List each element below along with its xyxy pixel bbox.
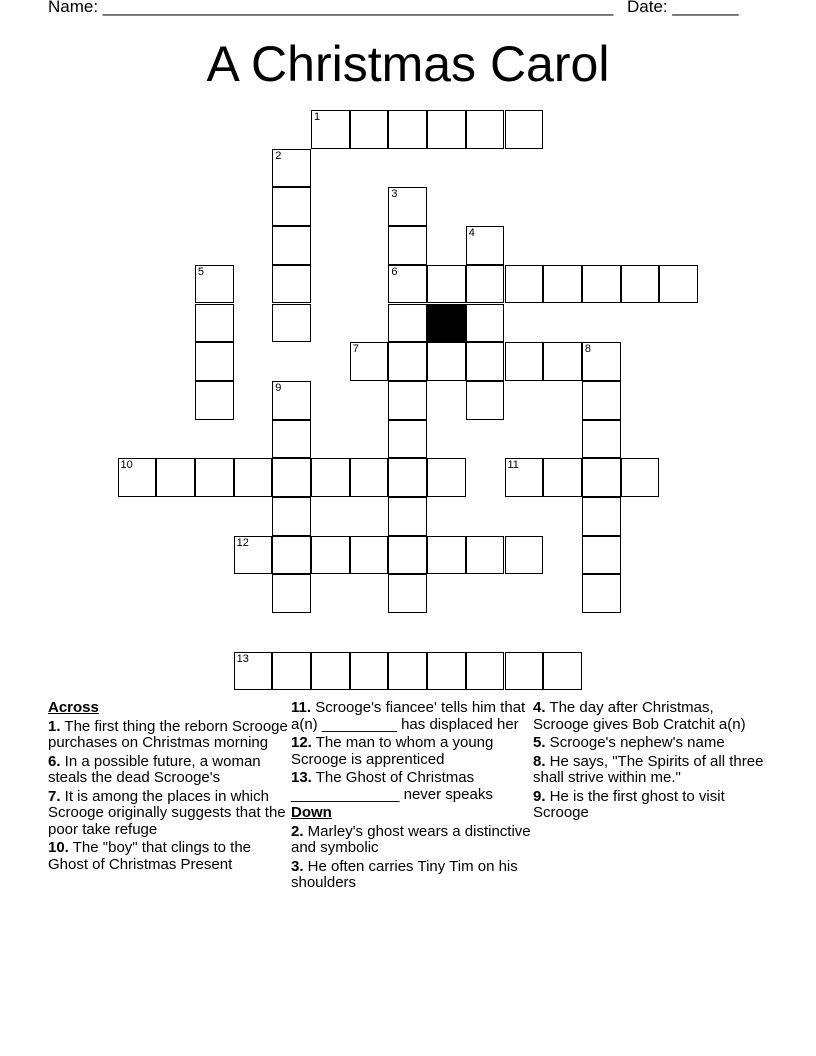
crossword-cell[interactable] xyxy=(272,497,311,536)
crossword-cell[interactable] xyxy=(350,342,389,381)
crossword-cell[interactable] xyxy=(582,458,621,497)
crossword-cell[interactable] xyxy=(195,458,234,497)
clue-across-1: 1. The first thing the reborn Scrooge purchases on Christmas morning xyxy=(48,717,288,751)
crossword-cell[interactable] xyxy=(272,187,311,226)
cell-number: 8 xyxy=(584,343,592,356)
clue-down-9: 9. He is the first ghost to visit Scrooge xyxy=(533,787,725,821)
crossword-cell[interactable] xyxy=(272,536,311,575)
crossword-cell[interactable] xyxy=(388,497,427,536)
crossword-cell[interactable] xyxy=(543,458,582,497)
clue-across-10: 10. The "boy" that clings to the Ghost of Christmas Present xyxy=(48,839,252,873)
crossword-cell[interactable] xyxy=(505,536,544,575)
crossword-cell[interactable] xyxy=(582,342,621,381)
crossword-cell[interactable] xyxy=(272,226,311,265)
crossword-cell[interactable] xyxy=(156,458,195,497)
crossword-cell[interactable] xyxy=(272,265,311,304)
crossword-cell[interactable] xyxy=(272,381,311,420)
crossword-cell[interactable] xyxy=(505,342,544,381)
crossword-cell[interactable] xyxy=(311,652,350,691)
crossword-cell[interactable] xyxy=(272,420,311,459)
date-field-label: Date: _______ xyxy=(627,0,739,16)
crossword-cell[interactable] xyxy=(388,265,427,304)
crossword-cell[interactable] xyxy=(466,536,505,575)
crossword-cell[interactable] xyxy=(582,265,621,304)
crossword-cell[interactable] xyxy=(582,497,621,536)
cell-number: 7 xyxy=(352,343,359,356)
crossword-cell[interactable] xyxy=(543,652,582,691)
clues-column-3 xyxy=(533,700,773,824)
cell-number: 12 xyxy=(236,536,249,549)
cell-number: 10 xyxy=(120,459,133,472)
across-heading: Across xyxy=(48,699,99,716)
clue-down-2: 2. Marley's ghost wears a distinctive and symbolic xyxy=(291,822,531,856)
crossword-cell[interactable] xyxy=(388,187,427,226)
cell-number: 2 xyxy=(275,149,282,162)
crossword-cell[interactable] xyxy=(272,652,311,691)
crossword-cell[interactable] xyxy=(388,420,427,459)
cell-number: 5 xyxy=(197,265,205,278)
crossword-cell[interactable] xyxy=(388,381,427,420)
crossword-cell[interactable] xyxy=(350,458,389,497)
crossword-cell[interactable] xyxy=(195,304,234,343)
crossword-cell[interactable] xyxy=(466,110,505,149)
clue-across-6: 6. In a possible future, a woman steals the dead Scrooge's xyxy=(48,752,261,786)
crossword-cell[interactable] xyxy=(388,536,427,575)
crossword-cell[interactable] xyxy=(272,304,311,343)
clue-down-5: 5. Scrooge's nephew's name xyxy=(533,734,725,751)
crossword-cell[interactable] xyxy=(659,265,698,304)
crossword-cell[interactable] xyxy=(582,381,621,420)
crossword-cell[interactable] xyxy=(388,110,427,149)
clues-column-1 xyxy=(48,700,288,875)
crossword-cell[interactable] xyxy=(543,342,582,381)
clue-down-4: 4. The day after Christmas, Scrooge gives Bob Cratchit a(n) xyxy=(533,699,746,733)
clues-column-2 xyxy=(291,700,531,894)
crossword-cell[interactable] xyxy=(582,420,621,459)
crossword-cell[interactable] xyxy=(427,652,466,691)
crossword-cell[interactable] xyxy=(466,265,505,304)
crossword-cell[interactable] xyxy=(195,381,234,420)
puzzle-title: A Christmas Carol xyxy=(206,36,610,92)
clue-across-12: 12. The man to whom a young Scrooge is apprenticed xyxy=(291,734,494,768)
crossword-cell[interactable] xyxy=(621,265,660,304)
crossword-cell[interactable] xyxy=(466,304,505,343)
crossword-cell[interactable] xyxy=(388,226,427,265)
crossword-cell[interactable] xyxy=(388,652,427,691)
crossword-cell[interactable] xyxy=(311,536,350,575)
crossword-cell[interactable] xyxy=(195,342,234,381)
clue-across-7: 7. It is among the places in which Scrooge originally suggests that the poor take refuge xyxy=(48,787,286,838)
crossword-cell[interactable] xyxy=(582,574,621,613)
clue-across-11: 11. Scrooge's fiancee' tells him that a(n) _________ has displaced her xyxy=(291,699,526,733)
crossword-cell[interactable] xyxy=(466,342,505,381)
crossword-cell[interactable] xyxy=(505,458,544,497)
crossword-cell[interactable] xyxy=(388,304,427,343)
crossword-cell[interactable] xyxy=(427,536,466,575)
crossword-cell[interactable] xyxy=(427,110,466,149)
crossword-cell[interactable] xyxy=(582,536,621,575)
clue-down-3: 3. He often carries Tiny Tim on his shoulders xyxy=(291,857,518,891)
cell-number: 9 xyxy=(275,381,282,394)
crossword-cell[interactable] xyxy=(195,265,234,304)
cell-number: 6 xyxy=(391,265,398,278)
cell-number: 3 xyxy=(391,188,398,201)
clue-down-8: 8. He says, "The Spirits of all three shall strive within me." xyxy=(533,752,764,786)
crossword-cell[interactable] xyxy=(466,652,505,691)
cell-number: 11 xyxy=(507,459,519,472)
crossword-cell[interactable] xyxy=(311,110,350,149)
crossword-cell[interactable] xyxy=(505,110,544,149)
crossword-cell[interactable] xyxy=(234,536,273,575)
crossword-cell[interactable] xyxy=(621,458,660,497)
crossword-cell[interactable] xyxy=(388,574,427,613)
crossword-cell[interactable] xyxy=(505,265,544,304)
crossword-cell[interactable] xyxy=(272,149,311,188)
crossword-cell[interactable] xyxy=(118,458,157,497)
cell-number: 1 xyxy=(314,111,321,123)
crossword-cell[interactable] xyxy=(505,652,544,691)
crossword-cell[interactable] xyxy=(234,458,273,497)
crossword-cell[interactable] xyxy=(427,265,466,304)
crossword-cell[interactable] xyxy=(350,652,389,691)
blocked-cell xyxy=(427,304,466,343)
crossword-cell[interactable] xyxy=(427,342,466,381)
cell-number: 4 xyxy=(468,227,475,240)
crossword-cell[interactable] xyxy=(234,652,273,691)
crossword-cell[interactable] xyxy=(388,458,427,497)
crossword-cell[interactable] xyxy=(466,381,505,420)
crossword-cell[interactable] xyxy=(350,110,389,149)
crossword-cell[interactable] xyxy=(311,458,350,497)
crossword-cell[interactable] xyxy=(272,458,311,497)
crossword-cell[interactable] xyxy=(388,342,427,381)
cell-number: 13 xyxy=(236,652,249,665)
crossword-cell[interactable] xyxy=(427,458,466,497)
crossword-cell[interactable] xyxy=(272,574,311,613)
down-heading: Down xyxy=(291,804,332,821)
crossword-cell[interactable] xyxy=(466,226,505,265)
name-field-label: Name: ______________________________________________________ xyxy=(48,0,614,16)
crossword-cell[interactable] xyxy=(543,265,582,304)
crossword-cell[interactable] xyxy=(350,536,389,575)
clue-across-13: 13. The Ghost of Christmas _____________ never speaks xyxy=(291,769,493,803)
